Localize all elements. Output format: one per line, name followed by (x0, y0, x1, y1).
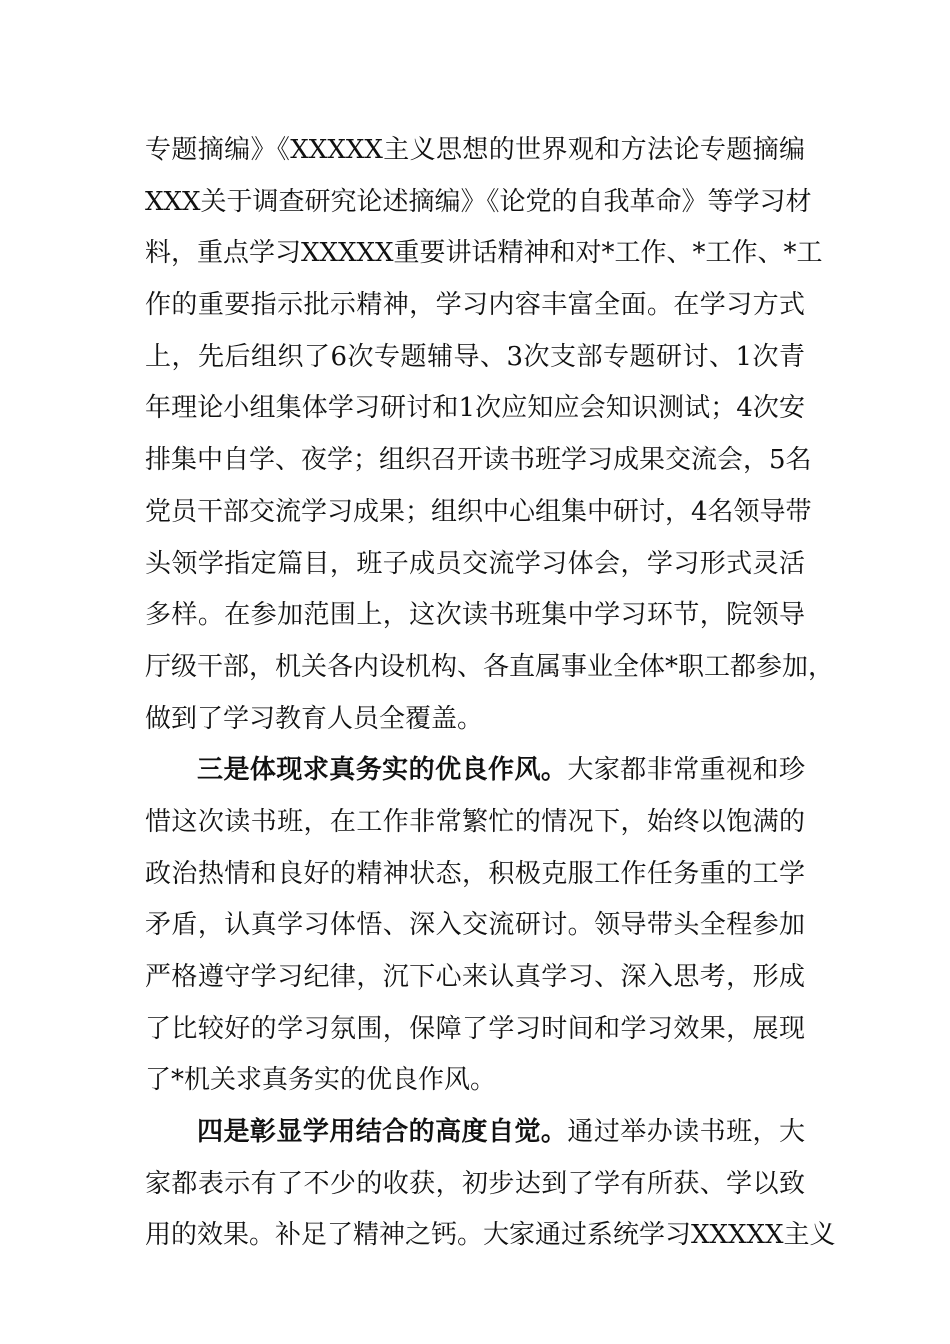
text-line: XXX关于调查研究论述摘编》《论党的自我革命》等学习材 (145, 186, 812, 217)
text-line: 厅级干部，机关各内设机构、各直属事业全体*职工都参加， (145, 651, 835, 682)
text-line: 做到了学习教育人员全覆盖。 (145, 703, 484, 734)
text-line: 多样。在参加范围上，这次读书班集中学习环节，院领导 (145, 600, 805, 631)
paragraph-text: 大家都非常重视和珍 (567, 755, 805, 786)
text-line: 专题摘编》《XXXXX主义思想的世界观和方法论专题摘编 (145, 135, 805, 165)
text-line: 家都表示有了不少的收获，初步达到了学有所获、学以致 (145, 1168, 805, 1199)
paragraph-heading: 四是彰显学用结合的高度自觉。 (197, 1117, 568, 1148)
text-line: 年理论小组集体学习研讨和1次应知应会知识测试；4次安 (145, 393, 805, 424)
text-line: 严格遵守学习纪律，沉下心来认真学习、深入思考，形成 (145, 962, 805, 992)
text-line: 了比较好的学习氛围，保障了学习时间和学习效果，展现 (145, 1013, 805, 1044)
text-line: 排集中自学、夜学；组织召开读书班学习成果交流会，5名 (145, 445, 812, 476)
document-page (145, 125, 836, 1262)
text-line (145, 1107, 805, 1159)
text-line: 作的重要指示批示精神，学习内容丰富全面。在学习方式 (145, 290, 805, 321)
paragraph-text: 通过举办读书班，大 (567, 1117, 805, 1148)
text-line: 惜这次读书班，在工作非常繁忙的情况下，始终以饱满的 (145, 806, 805, 837)
text-line: 料，重点学习XXXXX重要讲话精神和对*工作、*工作、*工 (145, 238, 823, 269)
text-line: 政治热情和良好的精神状态，积极克服工作任务重的工学 (145, 858, 805, 889)
text-line: 头领学指定篇目，班子成员交流学习体会，学习形式灵活 (145, 548, 805, 579)
text-line: 党员干部交流学习成果；组织中心组集中研讨，4名领导带 (145, 496, 812, 527)
paragraph-1 (145, 125, 835, 745)
paragraph-3 (145, 1107, 836, 1262)
text-line: 上，先后组织了6次专题辅导、3次支部专题研讨、1次青 (145, 341, 805, 372)
text-line: 矛盾，认真学习体悟、深入交流研讨。领导带头全程参加 (145, 910, 805, 941)
text-line: 了*机关求真务实的优良作风。 (145, 1065, 497, 1096)
paragraph-heading: 三是体现求真务实的优良作风。 (197, 755, 568, 786)
text-line (145, 745, 805, 797)
paragraph-2 (145, 745, 805, 1107)
text-line: 用的效果。补足了精神之钙。大家通过系统学习XXXXX主义 (145, 1220, 836, 1251)
